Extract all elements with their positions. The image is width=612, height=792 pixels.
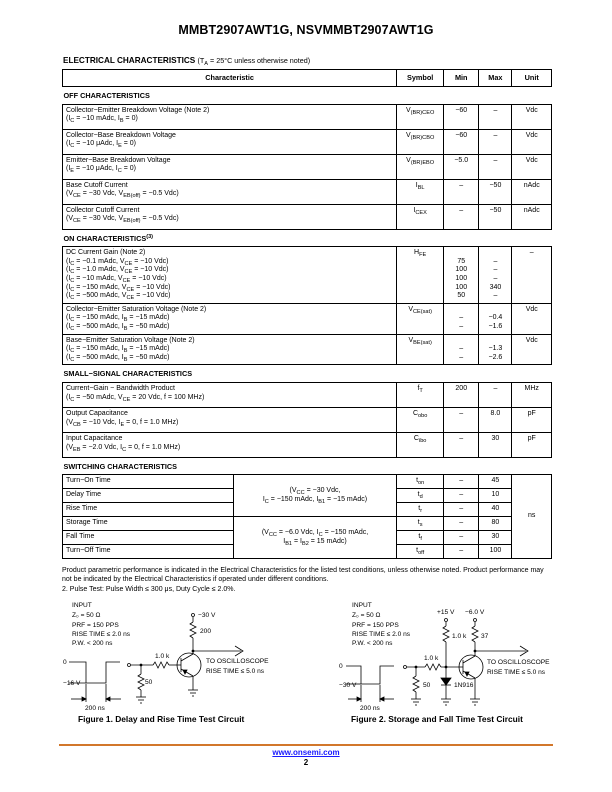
header-unit: Unit <box>512 70 552 87</box>
page-title: MMBT2907AWT1G, NSVMMBT2907AWT1G <box>178 23 434 37</box>
table-row: Collector Cutoff Current ($V_{CE} = -30$ Vdc, $V_{EB(off)} = -0.5$ Vdc) $I_{CEX}$ – −50 nAdc <box>63 204 552 229</box>
svg-text:1.0 k: 1.0 k <box>452 633 467 640</box>
onsemi-website-link[interactable]: www.onsemi.com <box>272 748 340 757</box>
table-row: Collector−Emitter Breakdown Voltage (Note 2) ($I_C = -10$ mAdc, $I_B = 0$) $V_{(BR)CEO}$ −60 – Vdc <box>63 104 552 129</box>
electrical-characteristics-table <box>62 69 552 475</box>
condition: ($V_{CE} = -30$ Vdc, $V_{EB(off)} = -0.5$ Vdc) <box>66 190 179 200</box>
svg-text:200: 200 <box>200 628 212 635</box>
svg-text:1.0 k: 1.0 k <box>424 655 439 662</box>
page-number: 2 <box>303 758 309 767</box>
section-on: ON CHARACTERISTICS$^{(3)}$ <box>63 233 154 243</box>
table-row: Turn−Off Time $t_{off}$ – 100 <box>63 545 552 559</box>
table-row: Storage Time ($V_{CC} = -6.0$ Vdc, $I_C = -150$ mAdc, $I_{B1} = I_{B2} = 15$ mAdc) $t_s$ – 80 <box>63 517 552 531</box>
table-row: Turn−On Time ($V_{CC} = -30$ Vdc, $I_C = -150$ mAdc, $I_{B1} = -15$ mAdc) $t_{on}$ – 45 ns <box>63 475 552 489</box>
svg-text:TO OSCILLOSCOPE: TO OSCILLOSCOPE <box>206 658 269 665</box>
footer-divider <box>59 744 553 746</box>
symbol: $t_f$ <box>397 531 444 545</box>
electrical-characteristics-heading: ELECTRICAL CHARACTERISTICS ($T_A = 25^\circ C$ unless otherwise noted) <box>63 56 311 67</box>
performance-disclaimer: Product parametric performance is indicated in the Electrical Characteristics for the listed test conditions, unless otherwise noted. Product performance may not be indicated by the Electrical Characteristics if operated under different conditions. <box>62 567 544 583</box>
symbol: $H_{FE}$ <box>397 247 444 304</box>
symbol: $t_{on}$ <box>397 475 444 489</box>
symbol: $t_r$ <box>397 503 444 517</box>
table-row: Base Cutoff Current ($V_{CE} = -30$ Vdc, $V_{EB(off)} = -0.5$ Vdc) $I_{BL}$ – −50 nAdc <box>63 179 552 204</box>
svg-text:RISE TIME ≤ 2.0 ns: RISE TIME ≤ 2.0 ns <box>72 631 131 638</box>
svg-text:37: 37 <box>481 633 489 640</box>
svg-text:−6.0 V: −6.0 V <box>465 609 485 616</box>
svg-text:50: 50 <box>423 682 431 689</box>
symbol: $t_s$ <box>397 517 444 531</box>
symbol: $I_{BL}$ <box>397 179 444 204</box>
symbol: $V_{(BR)CEO}$ <box>397 104 444 129</box>
table-row: Emitter−Base Breakdown Voltage ($I_E = -10$ μAdc, $I_C = 0$) $V_{(BR)EBO}$ −5.0 – Vdc <box>63 154 552 179</box>
table-row: Collector−Base Breakdown Voltage ($I_C = -10$ μAdc, $I_E = 0$) $V_{(BR)CBO}$ −60 – Vdc <box>63 129 552 154</box>
table-row: Output Capacitance ($V_{CB} = -10$ Vdc, $I_E = 0$, f = 1.0 MHz) $C_{obo}$ – 8.0 pF <box>63 407 552 432</box>
svg-text:−30 V: −30 V <box>339 682 357 689</box>
svg-text:0: 0 <box>339 663 343 670</box>
section-switching: SWITCHING CHARACTERISTICS <box>63 461 178 471</box>
figure-1-circuit <box>55 598 305 733</box>
table-row-dc-current-gain: DC Current Gain (Note 2) ($I_C = -0.1$ mAdc, $V_{CE} = -10$ Vdc) ($I_C = -1.0$ mAdc, $V_{CE} = -10$ Vdc) ($I_C = -10$ mAdc, $V_{CE} = -10$ Vdc) ($I_C = -150$ mAdc, $V_{CE} = -10$ Vdc) ($I_C = -500$ mAdc, $V_{CE} = -10$ Vdc) $H_{FE}$ 75 100 100 100 50 – – – 340 – – <box>63 247 552 304</box>
symbol: $t_{off}$ <box>397 545 444 559</box>
svg-text:P.W. < 200 ns: P.W. < 200 ns <box>352 640 393 647</box>
symbol: $V_{CE(sat)}$ <box>397 303 444 334</box>
table-row: Rise Time $t_r$ – 40 <box>63 503 552 517</box>
section-off: OFF CHARACTERISTICS <box>63 91 150 100</box>
svg-text:50: 50 <box>145 679 153 686</box>
condition: ($V_{CE} = -30$ Vdc, $V_{EB(off)} = -0.5$ Vdc) <box>66 215 179 225</box>
svg-text:INPUT: INPUT <box>72 602 92 609</box>
svg-text:Z₀ = 50 Ω: Z₀ = 50 Ω <box>72 612 101 619</box>
header-characteristic: Characteristic <box>63 70 397 87</box>
svg-text:TO OSCILLOSCOPE: TO OSCILLOSCOPE <box>487 659 550 666</box>
svg-text:RISE TIME ≤ 2.0 ns: RISE TIME ≤ 2.0 ns <box>352 631 411 638</box>
svg-text:200 ns: 200 ns <box>85 705 105 712</box>
temperature-condition: ($T_A = 25^\circ C$ unless otherwise noted) <box>197 56 311 67</box>
svg-text:INPUT: INPUT <box>352 602 372 609</box>
svg-text:P.W. < 200 ns: P.W. < 200 ns <box>72 640 113 647</box>
svg-text:−16 V: −16 V <box>63 680 81 687</box>
svg-text:+15 V: +15 V <box>437 609 455 616</box>
symbol: $I_{CEX}$ <box>397 204 444 229</box>
svg-text:200 ns: 200 ns <box>360 705 380 712</box>
section-small-signal: SMALL−SIGNAL CHARACTERISTICS <box>63 369 193 379</box>
svg-text:PRF = 150 PPS: PRF = 150 PPS <box>72 622 119 629</box>
switching-unit: ns <box>512 475 552 559</box>
header-symbol: Symbol <box>397 70 444 87</box>
switching-condition-b: ($V_{CC} = -6.0$ Vdc, $I_C = -150$ mAdc, $I_{B1} = I_{B2} = 15$ mAdc) <box>233 517 396 559</box>
note-2: 2. Pulse Test: Pulse Width ≤ 300 μs, Duty Cycle ≤ 2.0%. <box>62 586 236 593</box>
table-row-vce-sat: Collector−Emitter Saturation Voltage (Note 2) ($I_C = -150$ mAdc, $I_B = -15$ mAdc) ($I_C = -500$ mAdc, $I_B = -50$ mAdc) $V_{CE(sat)}$ – – −0.4 −1.6 Vdc <box>63 303 552 334</box>
table-header-row <box>63 70 552 87</box>
svg-text:1.0 k: 1.0 k <box>155 653 170 660</box>
header-max: Max <box>479 70 512 87</box>
symbol: $C_{obo}$ <box>397 407 444 432</box>
table-row-vbe-sat: Base−Emitter Saturation Voltage (Note 2) ($I_C = -150$ mAdc, $I_B = -15$ mAdc) ($I_C = -500$ mAdc, $I_B = -50$ mAdc) $V_{BE(sat)}$ – – −1.3 −2.6 Vdc <box>63 334 552 365</box>
table-row: Current−Gain − Bandwidth Product ($I_C = -50$ mAdc, $V_{CE} = 20$ Vdc, f = 100 MHz) $f_T$ 200 – MHz <box>63 382 552 407</box>
symbol: $V_{BE(sat)}$ <box>397 334 444 365</box>
table-row: Input Capacitance ($V_{EB} = -2.0$ Vdc, $I_C = 0$, f = 1.0 MHz) $C_{ibo}$ – 30 pF <box>63 432 552 457</box>
condition: ($I_C = -10$ μAdc, $I_E = 0$) <box>66 140 136 150</box>
header-min: Min <box>444 70 479 87</box>
table-row: Fall Time $t_f$ – 30 <box>63 531 552 545</box>
svg-text:1N916: 1N916 <box>454 682 474 689</box>
figure-2-caption: Figure 2. Storage and Fall Time Test Circuit <box>351 714 523 724</box>
condition: ($I_C = -10$ mAdc, $I_B = 0$) <box>66 115 138 125</box>
svg-text:RISE TIME ≤ 5.0 ns: RISE TIME ≤ 5.0 ns <box>487 669 546 676</box>
svg-text:PRF = 150 PPS: PRF = 150 PPS <box>352 622 399 629</box>
symbol: $C_{ibo}$ <box>397 432 444 457</box>
switching-table <box>62 474 552 559</box>
svg-text:−30 V: −30 V <box>198 612 216 619</box>
figure-2-circuit <box>310 598 570 733</box>
svg-text:0: 0 <box>63 659 67 666</box>
symbol: $f_T$ <box>397 382 444 407</box>
svg-text:RISE TIME ≤ 5.0 ns: RISE TIME ≤ 5.0 ns <box>206 668 265 675</box>
figure-1-caption: Figure 1. Delay and Rise Time Test Circuit <box>78 714 245 724</box>
svg-text:Z₀ = 50 Ω: Z₀ = 50 Ω <box>352 612 381 619</box>
condition: ($I_E = -10$ μAdc, $I_C = 0$) <box>66 165 136 175</box>
symbol: $V_{(BR)CBO}$ <box>397 129 444 154</box>
switching-condition-a: ($V_{CC} = -30$ Vdc, $I_C = -150$ mAdc, $I_{B1} = -15$ mAdc) <box>233 475 396 517</box>
table-row: Delay Time $t_d$ – 10 <box>63 489 552 503</box>
symbol: $V_{(BR)EBO}$ <box>397 154 444 179</box>
symbol: $t_d$ <box>397 489 444 503</box>
